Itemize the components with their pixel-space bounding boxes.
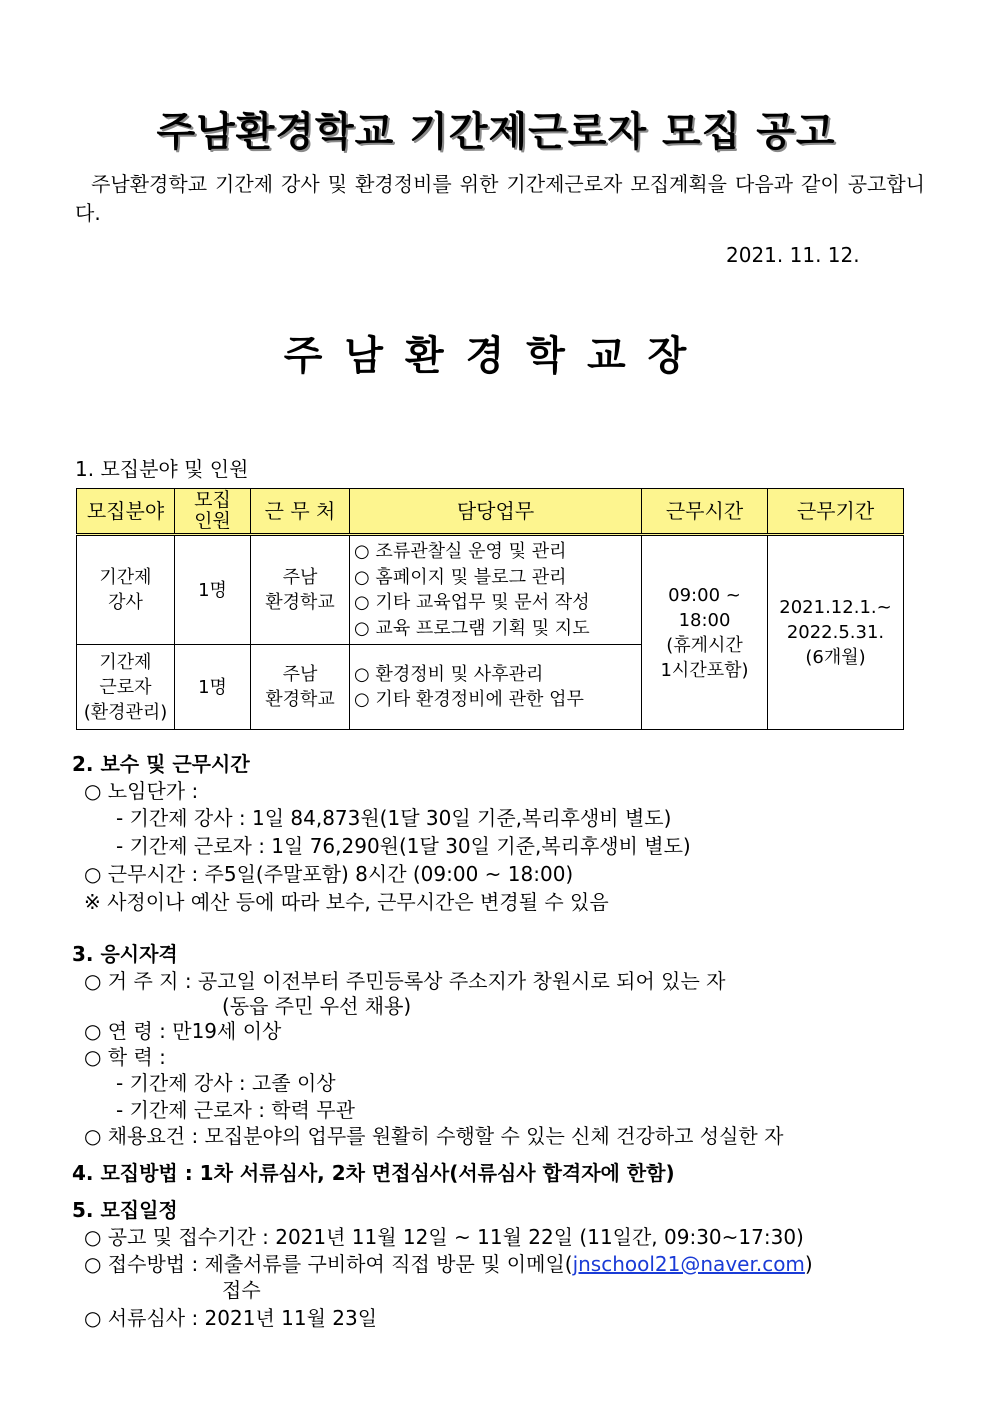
row2-place: 주남 환경학교 [251,645,350,730]
list-item: ○ 교육 프로그램 기획 및 지도 [354,617,590,639]
wage-worker: - 기간제 근로자 : 1일 76,290원(1달 30일 기준,복리후생비 별도) [116,834,691,858]
education-line: ○ 학 력 : [84,1045,166,1069]
row1-field: 기간제 강사 [77,535,175,645]
header-period: 근무기간 [768,489,904,535]
change-notice: ※ 사정이나 예산 등에 따라 보수, 근무시간은 변경될 수 있음 [84,890,609,914]
section5-heading: 5. 모집일정 [72,1198,178,1222]
list-item: ○ 기타 교육업무 및 문서 작성 [354,592,590,613]
age-line: ○ 연 령 : 만19세 이상 [84,1019,282,1043]
signer-name: 주남환경학교장 [283,333,709,379]
email-link[interactable]: jnschool21@naver.com [572,1252,805,1276]
work-period-cell: 2021.12.1.~ 2022.5.31. (6개월) [768,535,904,730]
row1-place: 주남 환경학교 [251,535,350,645]
application-period: ○ 공고 및 접수기간 : 2021년 11월 12일 ~ 11월 22일 (11일간, 09:30~17:30) [84,1225,804,1249]
application-method-cont: 접수 [222,1278,261,1302]
wage-lecturer: - 기간제 강사 : 1일 84,873원(1달 30일 기준,복리후생비 별도) [116,806,672,830]
list-item: ○ 조류관찰실 운영 및 관리 [354,541,567,562]
row1-duties [350,535,642,645]
section1-heading: 1. 모집분야 및 인원 [75,457,249,481]
education-lecturer: - 기간제 강사 : 고졸 이상 [116,1071,336,1095]
intro-text: 주남환경학교 기간제 강사 및 환경정비를 위한 기간제근로자 모집계획을 다음과 같이 공고합니다. [75,172,925,225]
work-hours-line: ○ 근무시간 : 주5일(주말포함) 8시간 (09:00 ~ 18:00) [84,862,574,886]
section3-heading: 3. 응시자격 [72,942,178,966]
screening-date: ○ 서류심사 : 2021년 11월 23일 [84,1306,378,1330]
table-row [77,535,904,645]
row1-count: 1명 [175,535,251,645]
header-hours: 근무시간 [642,489,768,535]
list-item: ○ 홈페이지 및 블로그 관리 [354,566,567,588]
residence-note: (동읍 주민 우선 채용) [222,994,412,1018]
row2-count: 1명 [175,645,251,730]
wage-label: ○ 노임단가 : [84,779,199,803]
announcement-date: 2021. 11. 12. [726,243,860,267]
header-count: 모집 인원 [175,489,251,535]
header-place: 근 무 처 [251,489,350,535]
header-field: 모집분야 [77,489,175,535]
row2-duties [350,645,642,730]
section2-heading: 2. 보수 및 근무시간 [72,752,250,776]
residence-line: ○ 거 주 지 : 공고일 이전부터 주민등록상 주소지가 창원시로 되어 있는 자 [84,969,726,993]
work-hours-cell: 09:00 ~ 18:00 (휴게시간 1시간포함) [642,535,768,730]
recruitment-table [76,488,904,730]
page-title: 주남환경학교 기간제근로자 모집 공고 [156,109,836,155]
education-worker: - 기간제 근로자 : 학력 무관 [116,1098,355,1122]
list-item: ○ 환경정비 및 사후관리 [354,663,544,685]
intro-paragraph [75,170,925,228]
section4-heading: 4. 모집방법 : 1차 서류심사, 2차 면접심사(서류심사 합격자에 한함) [72,1161,675,1185]
list-item: ○ 기타 환경정비에 관한 업무 [354,689,584,710]
row2-field: 기간제 근로자 (환경관리) [77,645,175,730]
requirement-line: ○ 채용요건 : 모집분야의 업무를 원활히 수행할 수 있는 신체 건강하고 성실한 자 [84,1124,784,1148]
table-header-row [77,489,904,535]
application-method: ○ 접수방법 : 제출서류를 구비하여 직접 방문 및 이메일(jnschool21@naver.com) [84,1252,813,1276]
header-duty: 담당업무 [350,489,642,535]
